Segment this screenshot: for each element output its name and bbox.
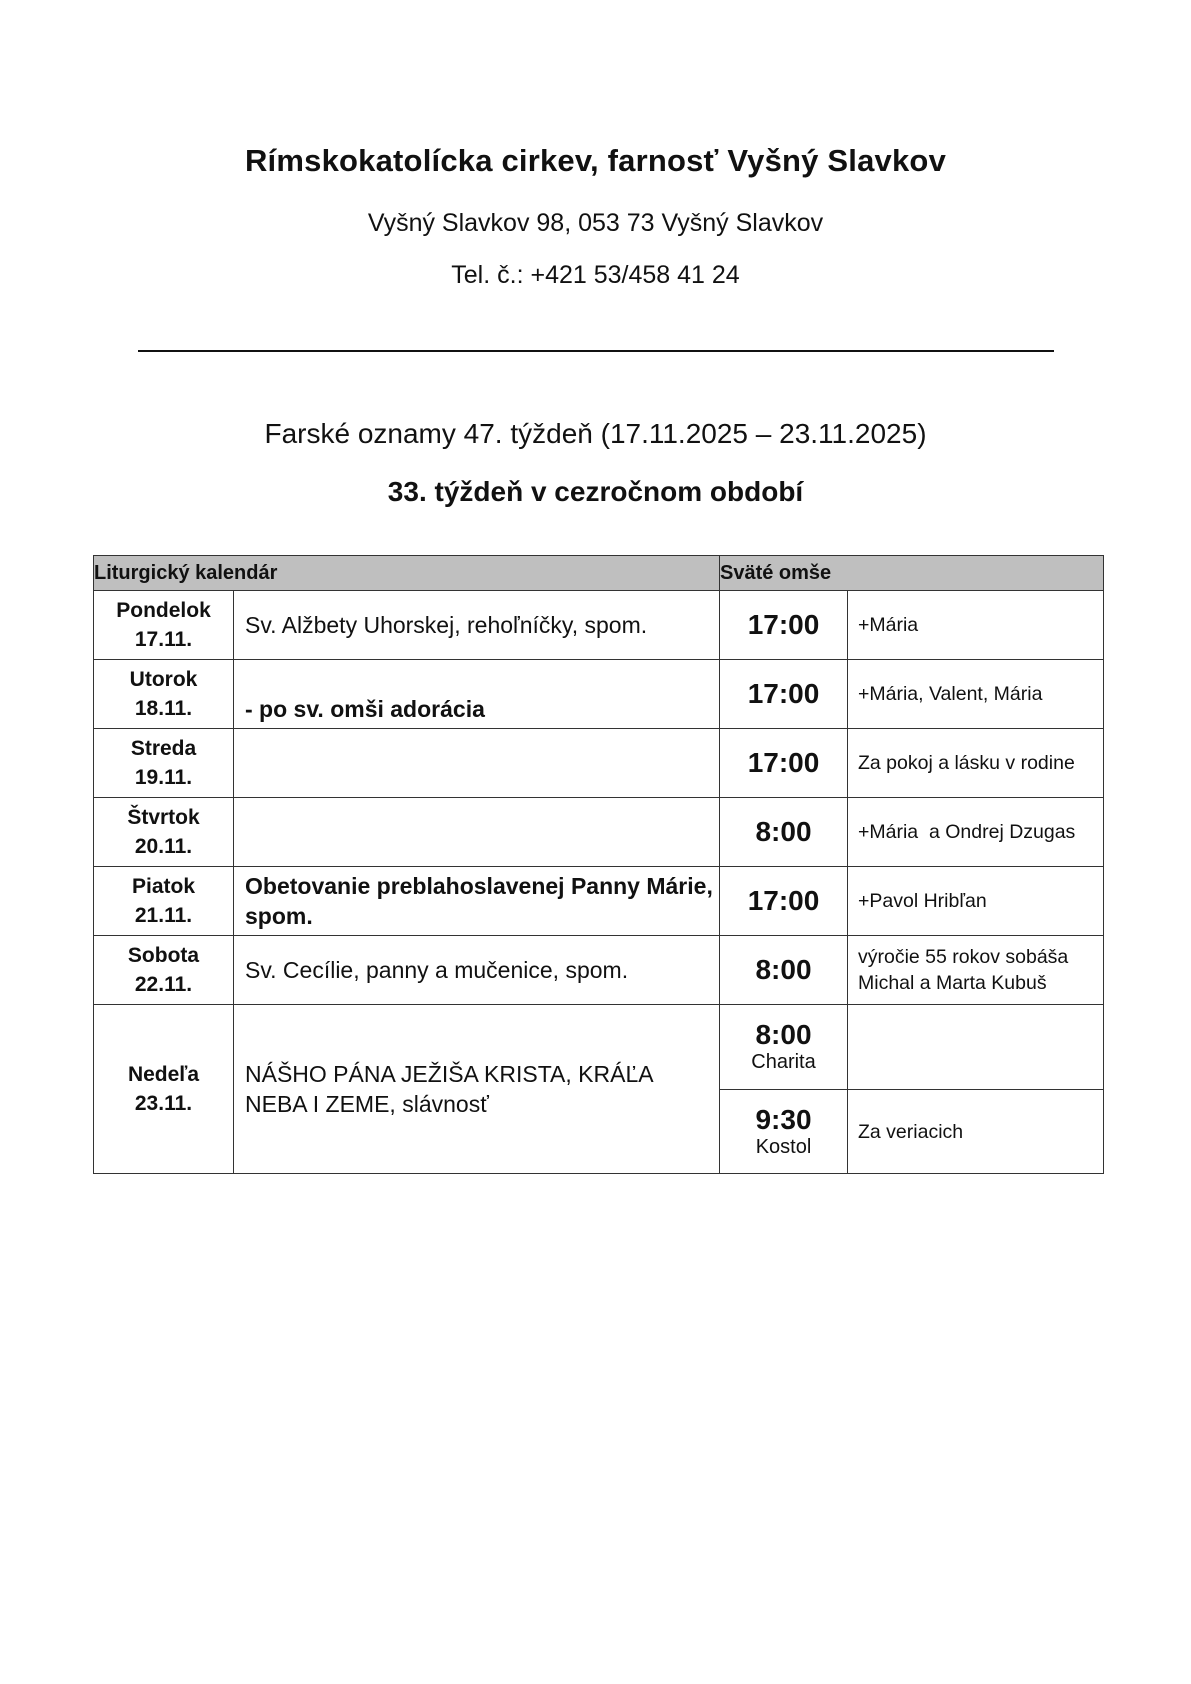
day-name: Pondelok xyxy=(116,599,211,622)
mass-intention: +Pavol Hribľan xyxy=(848,867,1104,936)
day-date: 22.11. xyxy=(134,973,193,996)
table-row xyxy=(94,660,1104,729)
table-row xyxy=(94,867,1104,936)
day-date: 23.11. xyxy=(134,1092,193,1115)
table-row xyxy=(94,729,1104,798)
table-row xyxy=(94,798,1104,867)
notice-title: Farské oznamy 47. týždeň (17.11.2025 – 23.11.2025) xyxy=(264,418,927,449)
schedule-table xyxy=(93,555,1104,1174)
mass-intention: Za pokoj a lásku v rodine xyxy=(848,729,1104,798)
day-cell xyxy=(94,798,234,867)
mass-intention: Za veriacich xyxy=(848,1090,1104,1174)
day-date: 18.11. xyxy=(134,697,193,720)
day-name: Utorok xyxy=(129,668,198,691)
table-row xyxy=(94,1005,1104,1090)
event-cell xyxy=(234,729,720,798)
day-cell xyxy=(94,1005,234,1174)
mass-time: 17:00 xyxy=(720,591,848,660)
day-cell xyxy=(94,729,234,798)
day-date: 17.11. xyxy=(134,628,193,651)
event-cell: Sv. Alžbety Uhorskej, rehoľníčky, spom. xyxy=(234,591,720,660)
mass-intention: +Mária a Ondrej Dzugas xyxy=(848,798,1104,867)
day-name: Piatok xyxy=(131,875,196,898)
parish-phone: Tel. č.: +421 53/458 41 24 xyxy=(451,261,740,289)
event-cell: Obetovanie preblahoslavenej Panny Márie, spom. xyxy=(234,867,720,936)
day-cell xyxy=(94,591,234,660)
day-name: Sobota xyxy=(127,944,200,967)
mass-time: 17:00 xyxy=(720,660,848,729)
mass-time: 17:00 xyxy=(720,729,848,798)
day-date: 20.11. xyxy=(134,835,193,858)
intention-line: Michal a Marta Kubuš xyxy=(858,972,1047,994)
mass-intention: +Mária, Valent, Mária xyxy=(848,660,1104,729)
day-date: 19.11. xyxy=(134,766,193,789)
mass-time: 9:30 xyxy=(755,1103,812,1135)
day-cell xyxy=(94,867,234,936)
day-date: 21.11. xyxy=(134,904,193,927)
mass-time-cell xyxy=(720,1090,848,1174)
mass-time: 17:00 xyxy=(720,867,848,936)
mass-intention: +Mária xyxy=(848,591,1104,660)
day-name: Nedeľa xyxy=(127,1063,200,1086)
event-cell: Sv. Cecílie, panny a mučenice, spom. xyxy=(234,936,720,1005)
table-header-row xyxy=(94,556,1104,591)
intention-line: výročie 55 rokov sobáša xyxy=(858,946,1069,968)
day-name: Streda xyxy=(130,737,197,760)
day-cell xyxy=(94,660,234,729)
mass-place: Charita xyxy=(751,1051,816,1073)
event-cell: - po sv. omši adorácia xyxy=(234,660,720,729)
day-name: Štvrtok xyxy=(127,806,200,829)
mass-time: 8:00 xyxy=(720,936,848,1005)
table-row xyxy=(94,936,1104,1005)
column-header-liturgical: Liturgický kalendár xyxy=(94,556,720,591)
header-divider xyxy=(138,350,1054,352)
column-header-masses: Sväté omše xyxy=(720,556,1104,591)
parish-address: Vyšný Slavkov 98, 053 73 Vyšný Slavkov xyxy=(367,209,824,237)
mass-intention xyxy=(848,1005,1104,1090)
notice-subtitle: 33. týždeň v cezročnom období xyxy=(387,476,804,507)
mass-time: 8:00 xyxy=(755,1019,812,1050)
mass-place: Kostol xyxy=(755,1135,812,1158)
event-cell xyxy=(234,798,720,867)
mass-intention xyxy=(848,936,1104,1005)
table-row xyxy=(94,591,1104,660)
mass-time-cell xyxy=(720,1005,848,1090)
parish-title: Rímskokatolícka cirkev, farnosť Vyšný Slavkov xyxy=(244,143,947,178)
event-cell: NÁŠHO PÁNA JEŽIŠA KRISTA, KRÁĽA NEBA I ZEME, slávnosť xyxy=(234,1005,720,1174)
mass-time: 8:00 xyxy=(720,798,848,867)
day-cell xyxy=(94,936,234,1005)
